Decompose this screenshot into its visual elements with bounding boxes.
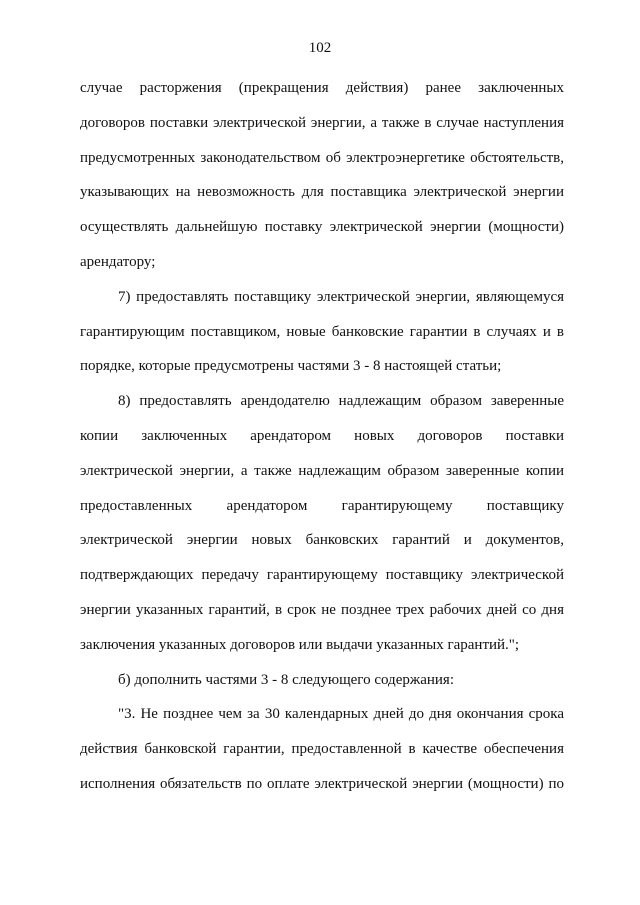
text-line: предусмотренных законодательством об электроэнергетике обстоятельств,: [80, 149, 564, 166]
text-line: договоров поставки электрической энергии, а также в случае наступления: [80, 114, 564, 131]
text-line: гарантирующим поставщиком, новые банковские гарантии в случаях и в: [80, 323, 564, 340]
text-line: "3. Не позднее чем за 30 календарных дней до дня окончания срока: [118, 706, 564, 723]
text-line: электрической энергии новых банковских гарантий и документов,: [80, 532, 564, 549]
text-line: предоставленных арендатором гарантирующему поставщику: [80, 497, 564, 514]
text-line: действия банковской гарантии, предоставленной в качестве обеспечения: [80, 741, 564, 758]
text-line: подтверждающих передачу гарантирующему поставщику электрической: [80, 567, 564, 584]
text-line: 8) предоставлять арендодателю надлежащим образом заверенные: [118, 393, 564, 410]
text-line: 7) предоставлять поставщику электрической энергии, являющемуся: [118, 288, 564, 305]
text-line: б) дополнить частями 3 - 8 следующего содержания:: [118, 671, 454, 688]
text-line: электрической энергии, а также надлежащим образом заверенные копии: [80, 462, 564, 479]
text-line: исполнения обязательств по оплате электрической энергии (мощности) по: [80, 775, 564, 792]
text-line: указывающих на невозможность для поставщика электрической энергии: [80, 184, 564, 201]
page-number: 102: [308, 40, 332, 56]
text-line: арендатору;: [80, 253, 156, 270]
text-line: копии заключенных арендатором новых договоров поставки: [80, 427, 564, 444]
text-line: случае расторжения (прекращения действия) ранее заключенных: [80, 80, 564, 96]
text-line: энергии указанных гарантий, в срок не позднее трех рабочих дней со дня: [80, 601, 564, 618]
text-line: порядке, которые предусмотрены частями 3 - 8 настоящей статьи;: [80, 358, 502, 375]
text-line: осуществлять дальнейшую поставку электрической энергии (мощности): [80, 219, 564, 236]
document-body: [80, 78, 564, 809]
text-line: заключения указанных договоров или выдачи указанных гарантий.";: [80, 636, 520, 653]
